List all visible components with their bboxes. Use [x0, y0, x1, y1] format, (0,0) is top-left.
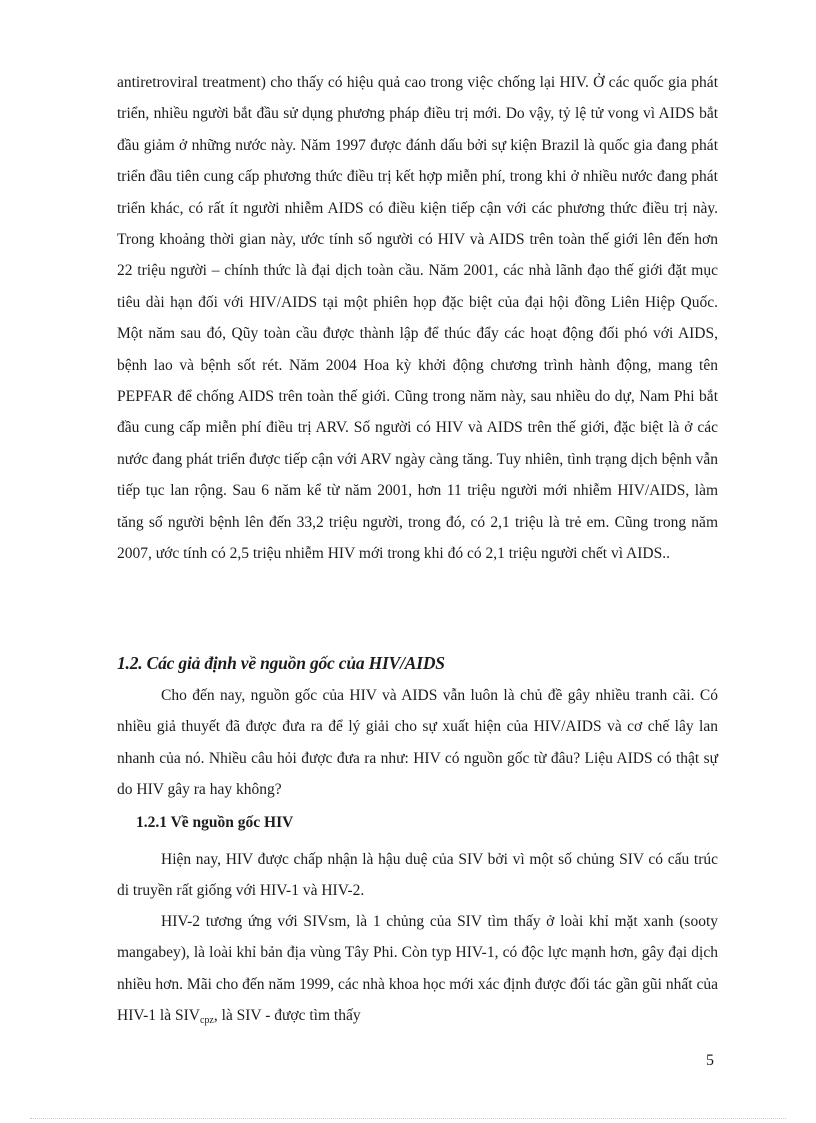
subscript-cpz: cpz [199, 1015, 214, 1027]
paragraph-text: Cho đến nay, nguồn gốc của HIV và AIDS vẫn luôn là chủ đề gây nhiều tranh cãi. Có nhiều giả thuyết đã được đưa ra để lý giải cho sự xuất hiện của HIV/AIDS và cơ chế lây lan nhanh của nó. Nhiều câu hỏi được đưa ra như: HIV có nguồn gốc từ đâu? Liệu AIDS có thật sự do HIV gây ra hay không? [117, 687, 718, 799]
paragraph-text: Hiện nay, HIV được chấp nhận là hậu duệ của SIV bởi vì một số chủng SIV có cấu trúc di truyền rất giống với HIV-1 và HIV-2. [117, 851, 718, 900]
section-heading-1-2: 1.2. Các giả định về nguồn gốc của HIV/AIDS [117, 653, 445, 673]
body-paragraph-siv-descendant [117, 844, 718, 907]
paragraph-text [117, 906, 718, 1032]
body-paragraph-hiv-history [117, 67, 718, 570]
paragraph-text: antiretroviral treatment) cho thấy có hiệu quả cao trong việc chống lại HIV. Ở các quốc gia phát triển, nhiều người bắt đầu sử dụng phương pháp điều trị mới. Do vậy, tỷ lệ tử vong vì AIDS bắt đầu giảm ở những nước này. Năm 1997 được đánh dấu bởi sự kiện Brazil là quốc gia đang phát triển đầu tiên cung cấp phương thức điều trị kết hợp miễn phí, trong khi ở nhiều nước đang phát triển khác, có rất ít người nhiễm AIDS có điều kiện tiếp cận với các phương thức điều trị này. Trong khoảng thời gian này, ước tính số người có HIV và AIDS trên toàn thế giới lên đến hơn 22 triệu người – chính thức là đại dịch toàn cầu. Năm 2001, các nhà lãnh đạo thế giới đặt mục tiêu dài hạn đối với HIV/AIDS tại một phiên họp đặc biệt của đại hội đồng Liên Hiệp Quốc. Một năm sau đó, Qũy toàn cầu được thành lập để thúc đẩy các hoạt động đối phó với AIDS, bệnh lao và bệnh sốt rét. Năm 2004 Hoa kỳ khởi động chương trình hành động, mang tên PEPFAR để chống AIDS trên toàn thế giới. Cũng trong năm này, sau nhiều do dự, Nam Phi bắt đầu cung cấp miễn phí điều trị ARV. Số người có HIV và AIDS trên thế giới, đặc biệt là ở các nước đang phát triển được tiếp cận với ARV ngày càng tăng. Tuy nhiên, tình trạng dịch bệnh vẫn tiếp tục lan rộng. Sau 6 năm kể từ năm 2001, hơn 11 triệu người mới nhiễm HIV/AIDS, làm tăng số người bệnh lên đến 33,2 triệu người, trong đó, có 2,1 triệu là trẻ em. Cũng trong năm 2007, ước tính có 2,5 triệu nhiễm HIV mới trong khi đó có 2,1 triệu người chết vì AIDS.. [117, 74, 718, 563]
page-bottom-divider [30, 1118, 786, 1119]
page-number: 5 [706, 1052, 714, 1069]
paragraph-text-main: HIV-2 tương ứng với SIVsm, là 1 chủng của SIV tìm thấy ở loài khỉ mặt xanh (sooty mangabey), là loài khỉ bản địa vùng Tây Phi. Còn typ HIV-1, có độc lực mạnh hơn, gây đại dịch nhiều hơn. Mãi cho đến năm 1999, các nhà khoa học mới xác định được đối tác gần gũi nhất của HIV-1 là SIV [117, 913, 718, 1025]
body-paragraph-origin-controversy [117, 680, 718, 806]
paragraph-text-tail: , là SIV - được tìm thấy [213, 1007, 361, 1025]
subsection-heading-1-2-1: 1.2.1 Về nguồn gốc HIV [136, 814, 294, 831]
body-paragraph-hiv2-sivsm [117, 906, 718, 1032]
